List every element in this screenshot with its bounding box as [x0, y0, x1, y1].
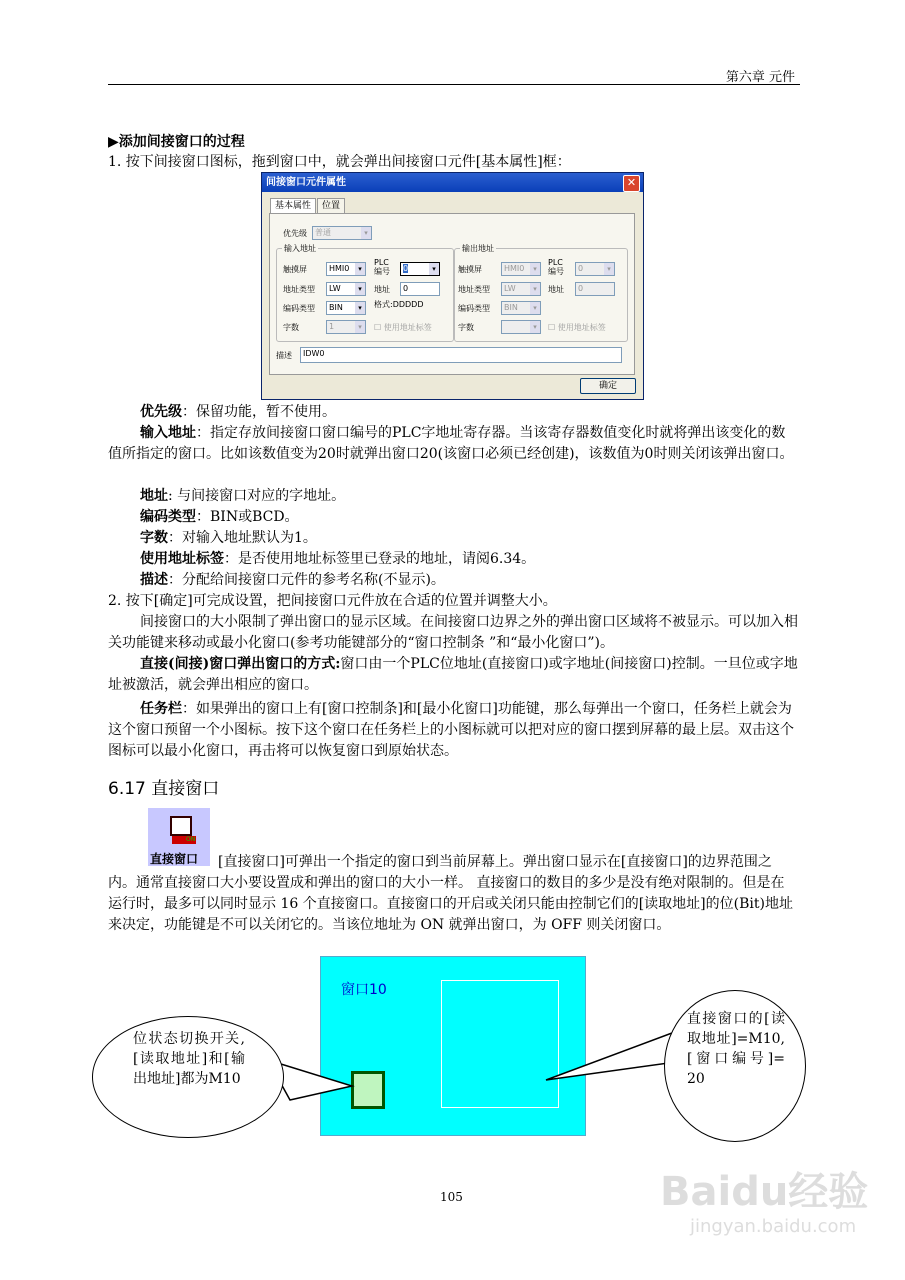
section-heading: ▶添加间接窗口的过程	[108, 134, 245, 150]
out-addr-type-select[interactable]: LW ▾	[501, 282, 541, 296]
addr-type-select[interactable]: LW ▾	[326, 282, 366, 296]
para-window-size: 间接窗口的大小限制了弹出窗口的显示区域。在间接窗口边界之外的弹出窗口区域将不被显示。可以加入相关功能键来移动或最小化窗口(参考功能键部分的“窗口控制条 ”和“最小化窗口”)。	[108, 614, 798, 651]
dialog-title: 间接窗口元件属性	[266, 177, 346, 188]
code-label: 编码类型	[283, 304, 315, 313]
para-taskbar: 任务栏：如果弹出的窗口上有[窗口控制条]和[最小化窗口]功能键，那么每弹出一个窗口，任务栏上就会为这个窗口预留一个小图标。按下这个窗口在任务栏上的小图标就可以把对应的窗口摆到屏幕的最上层。双击这个图标可以最小化窗口，再击将可以恢复窗口到原始状态。	[108, 701, 794, 759]
out-addr-type-label: 地址类型	[458, 285, 490, 294]
def-address: 地址: 与间接窗口对应的字地址。	[140, 488, 346, 504]
input-group-label: 输入地址	[284, 244, 316, 253]
chevron-down-icon: ▾	[530, 321, 540, 333]
desc-input[interactable]: IDW0	[300, 347, 622, 363]
words-label: 字数	[283, 323, 299, 332]
def-use-tag: 使用地址标签：是否使用地址标签里已登录的地址，请阅6.34。	[140, 551, 536, 567]
out-plc-select[interactable]: 0 ▾	[575, 262, 615, 276]
out-plc-label: PLC 编号	[548, 258, 564, 276]
tab-position[interactable]: 位置	[317, 198, 345, 213]
def-encoding: 编码类型：BIN或BCD。	[140, 509, 299, 525]
window-label: 窗口10	[341, 982, 387, 998]
out-use-tag-checkbox[interactable]: ☐ 使用地址标签	[548, 323, 606, 332]
out-touch-label: 触摸屏	[458, 265, 482, 274]
priority-select[interactable]: 普通 ▾	[312, 226, 372, 240]
chevron-down-icon: ▾	[355, 321, 365, 333]
out-touch-select[interactable]: HMI0 ▾	[501, 262, 541, 276]
chevron-down-icon: ▾	[355, 263, 365, 275]
step-1: 1. 按下间接窗口图标，拖到窗口中，就会弹出间接窗口元件[基本属性]框：	[108, 154, 571, 170]
chevron-down-icon: ▾	[429, 263, 439, 275]
section-6-17-heading: 6.17 直接窗口	[108, 779, 220, 799]
desc-label: 描述	[276, 351, 292, 360]
code-select[interactable]: BIN ▾	[326, 301, 366, 315]
page-number: 105	[440, 1190, 463, 1204]
def-description: 描述：分配给间接窗口元件的参考名称(不显示)。	[140, 572, 445, 588]
use-tag-checkbox[interactable]: ☐ 使用地址标签	[374, 323, 432, 332]
priority-label: 优先级	[283, 229, 307, 238]
right-callout: 直接窗口的[读取地址]=M10, [窗口编号]= 20	[664, 990, 806, 1142]
out-code-label: 编码类型	[458, 304, 490, 313]
out-code-select[interactable]: BIN ▾	[501, 301, 541, 315]
tab-basic[interactable]: 基本属性	[270, 198, 316, 213]
def-words: 字数：对输入地址默认为1。	[140, 530, 317, 546]
ok-button[interactable]: 确定	[580, 378, 636, 394]
watermark-logo: Baidu经验	[660, 1169, 869, 1215]
para-direct-window: [直接窗口]可弹出一个指定的窗口到当前屏幕上。弹出窗口显示在[直接窗口]的边界范围之内。通常直接窗口大小要设置成和弹出的窗口的大小一样。 直接窗口的数目的多少是没有绝对限制的。但是在运行时，最多可以同时显示 16 个直接窗口。直接窗口的开启或关闭只能由控制它们的[读取地址]的位(Bit)地址来决定，功能键是不可以关闭它的。当该位地址为 ON 就弹出窗口，为 OFF 则关闭窗口。	[108, 854, 793, 933]
out-addr-label: 地址	[548, 285, 564, 294]
icon-caption: 直接窗口	[150, 852, 199, 866]
out-addr-input[interactable]: 0	[575, 282, 615, 296]
chevron-down-icon: ▾	[355, 283, 365, 295]
plc-label: PLC 编号	[374, 258, 390, 276]
addr-type-label: 地址类型	[283, 285, 315, 294]
chevron-down-icon: ▾	[604, 263, 614, 275]
touch-select[interactable]: HMI0 ▾	[326, 262, 366, 276]
words-select[interactable]: 1 ▾	[326, 320, 366, 334]
format-label: 格式:DDDDD	[374, 300, 424, 309]
chevron-down-icon: ▾	[530, 283, 540, 295]
chevron-down-icon: ▾	[355, 302, 365, 314]
def-priority: 优先级：保留功能，暂不使用。	[140, 404, 336, 420]
output-group-label: 输出地址	[462, 244, 494, 253]
close-icon[interactable]: ✕	[623, 175, 640, 192]
plc-select[interactable]: 0 ▾	[400, 262, 440, 276]
touch-label: 触摸屏	[283, 265, 307, 274]
def-input-address: 输入地址：指定存放间接窗口窗口编号的PLC字地址寄存器。当该寄存器数值变化时就将弹出该变化的数值所指定的窗口。比如该数值变为20时就弹出窗口20(该窗口必须已经创建)，该数值为0时则关闭该弹出窗口。	[108, 425, 794, 462]
watermark-url: jingyan.baidu.com	[690, 1216, 857, 1237]
addr-input[interactable]: 0	[400, 282, 440, 296]
left-callout: 位状态切换开关,[读取地址]和[输出地址]都为M10	[92, 1016, 284, 1138]
on-label: ON	[186, 836, 196, 843]
chevron-down-icon: ▾	[530, 263, 540, 275]
para-popup-method: 直接(间接)窗口弹出窗口的方式:窗口由一个PLC位地址(直接窗口)或字地址(间接窗口)控制。一旦位或字地址被激活，就会弹出相应的窗口。	[108, 656, 798, 693]
chevron-down-icon: ▾	[530, 302, 540, 314]
addr-label: 地址	[374, 285, 390, 294]
step-2: 2. 按下[确定]可完成设置，把间接窗口元件放在合适的位置并调整大小。	[108, 593, 557, 609]
chapter-header: 第六章 元件	[725, 70, 795, 85]
right-pointer	[546, 1030, 680, 1080]
out-words-label: 字数	[458, 323, 474, 332]
chevron-down-icon: ▾	[361, 227, 371, 239]
